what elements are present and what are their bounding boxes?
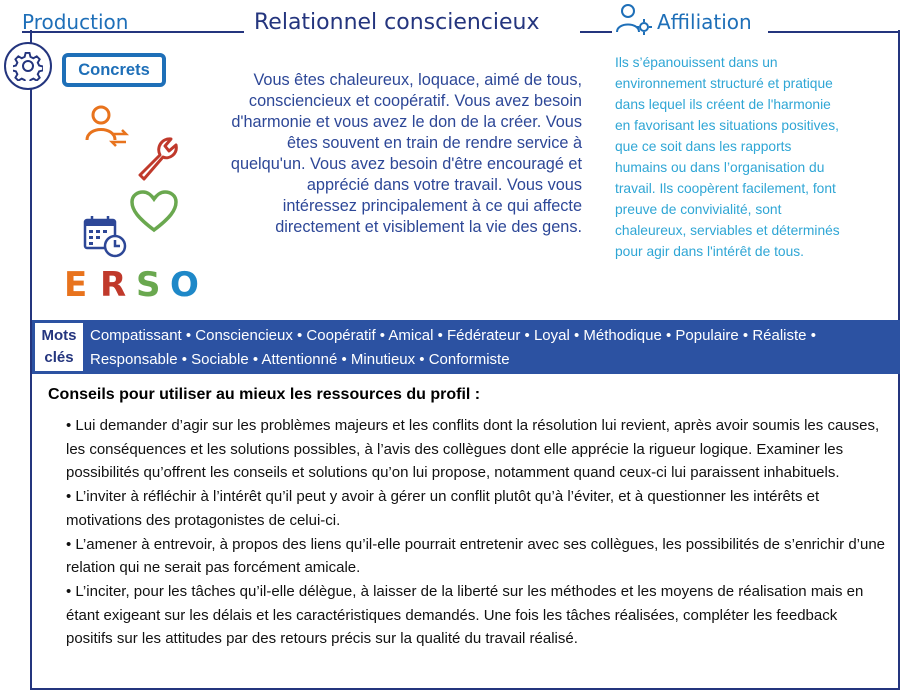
- affiliation-description: Ils s’épanouissent dans un environnement structuré et pratique dans lequel ils créent de l'harmonie en favorisant les situations positives, que ce soit dans les rapports humains ou dans l’organisation du travail. Ils coopèrent facilement, font preuve de convivialité, sont chaleureux, serviables et déterminés pour agir dans l'intérêt de tous.: [615, 55, 840, 259]
- logo-letter-r: R: [100, 265, 127, 305]
- advice-title: Conseils pour utiliser au mieux les ressources du profil :: [48, 386, 481, 403]
- header-rule-mid: [580, 31, 612, 33]
- keywords-list: Compatissant • Consciencieux • Coopératif • Amical • Fédérateur • Loyal • Méthodique • Populaire • Réaliste • Responsable • Sociable • Attentionné • Minutieux • Conformiste: [90, 327, 816, 368]
- logo-letter-o: O: [170, 265, 199, 305]
- logo-letter-s: S: [136, 265, 161, 305]
- advice-list: [66, 414, 886, 651]
- advice-item: • Lui demander d’agir sur les problèmes majeurs et les conflits dont la résolution lui revient, après avoir soumis les causes, les conséquences et les solutions possibles, à l’avis des collègues dont elle apprécie la rigueur logique. Examiner les possibilités qu’offrent les conseils et solutions qu’on lui propose, notamment quand ceux-ci lui paraissent inhabituels.: [66, 417, 880, 482]
- header-title: Relationnel consciencieux: [254, 10, 540, 35]
- advice-item: • L’inciter, pour les tâches qu’il-elle délègue, à laisser de la liberté sur les méthodes et les moyens de réalisation mais en étant exigeant sur les délais et les caractéristiques demandés. Une fois les tâches réalisées, compléter les feedback positifs sur les attitudes par des retours précis sur la qualité du travail réalisé.: [66, 582, 864, 648]
- header-affiliation: Affiliation: [657, 10, 752, 34]
- user-gear-icon: [614, 2, 654, 36]
- wrench-icon: [134, 135, 184, 186]
- keywords-label-line2: clés: [44, 349, 74, 366]
- user-exchange-icon: [84, 104, 130, 155]
- gear-icon: [13, 51, 43, 86]
- profile-description: Vous êtes chaleureux, loquace, aimé de tous, consciencieux et coopératif. Vous avez besoin d'harmonie et vous avez le don de la créer. Vous êtes souvent en train de rendre service à quelqu'un. Vous avez besoin d'être encouragé et apprécié dans votre travail. Vous vous intéressez principalement à ce qui affecte directement et visiblement la vie des gens.: [230, 71, 582, 236]
- keywords-label: [35, 323, 83, 371]
- concrets-badge: Concrets: [62, 53, 166, 87]
- header-production: Production: [22, 10, 129, 34]
- keywords-label-line1: Mots: [41, 327, 77, 344]
- calendar-clock-icon: [83, 215, 129, 264]
- logo-letter-e: E: [64, 265, 88, 305]
- heart-icon: [130, 190, 178, 239]
- advice-item: • L’amener à entrevoir, à propos des liens qu’il-elle pourrait entretenir avec ses collègues, les possibilités de s’enrichir d’une relation qui ne serait pas forcément amicale.: [66, 535, 886, 577]
- gear-badge: [4, 42, 52, 90]
- header-rule-right: [768, 31, 900, 33]
- advice-item: • L’inviter à réfléchir à l’intérêt qu’il peut y avoir à gérer un conflit plutôt qu’à l’éviter, et à questionner les intérêts et motivations des protagonistes de celui-ci.: [66, 488, 820, 529]
